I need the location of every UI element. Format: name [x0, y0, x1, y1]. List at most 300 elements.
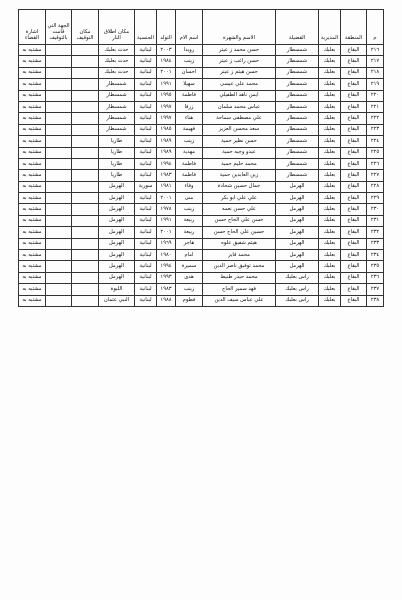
cell-mother-name: منى — [176, 193, 203, 204]
cell-arrest-location — [72, 124, 99, 135]
cell-mother-name: زينب — [176, 284, 203, 295]
cell-shooting-location: حدث بعلبك — [99, 45, 135, 56]
table-row — [19, 215, 384, 226]
table-row — [19, 284, 384, 295]
cell-nationality: سورية — [135, 181, 157, 192]
cell-mother-name: احسان — [176, 67, 203, 78]
cell-full-name: حسن راغب ز عيتر — [203, 56, 276, 67]
cell-mother-name: زينب — [176, 204, 203, 215]
cell-nationality: لبنانية — [135, 215, 157, 226]
cell-judicial-note: مشتبه به — [19, 215, 46, 226]
table-header-row — [19, 10, 384, 45]
cell-shooting-location: شمسطار — [99, 124, 135, 135]
cell-directorate: بعلبك — [319, 136, 341, 147]
cell-birth-year: ١٩٨٣ — [157, 284, 176, 295]
cell-region: البقاع — [341, 79, 367, 90]
table-row — [19, 113, 384, 124]
cell-index: ٢٣٣ — [367, 238, 384, 249]
cell-arresting-party — [46, 272, 72, 283]
cell-full-name: حسين علي الحاج حسن — [203, 227, 276, 238]
header-index: م — [367, 10, 384, 45]
cell-region: البقاع — [341, 67, 367, 78]
cell-birth-year: ١٩٨٩ — [157, 136, 176, 147]
cell-judicial-note: مشتبه به — [19, 250, 46, 261]
cell-arrest-location — [72, 227, 99, 238]
cell-index: ٢٣٦ — [367, 272, 384, 283]
cell-directorate: بعلبك — [319, 45, 341, 56]
cell-judicial-note: مشتبه به — [19, 45, 46, 56]
cell-index: ٢٣٠ — [367, 204, 384, 215]
header-nationality: الجنسية — [135, 10, 157, 45]
cell-judicial-note: مشتبه به — [19, 193, 46, 204]
cell-shooting-location: الهرمل — [99, 238, 135, 249]
cell-nationality: لبنانية — [135, 295, 157, 306]
cell-birth-year: ٢٠٠١ — [157, 193, 176, 204]
header-arresting-party: الجهة التي قامت بالتوقيف — [46, 10, 72, 45]
cell-shooting-location: الهرمل — [99, 215, 135, 226]
cell-arresting-party — [46, 193, 72, 204]
cell-arrest-location — [72, 284, 99, 295]
cell-arrest-location — [72, 101, 99, 112]
cell-judicial-note: مشتبه به — [19, 56, 46, 67]
table-row — [19, 204, 384, 215]
table-row — [19, 67, 384, 78]
cell-nationality: لبنانية — [135, 56, 157, 67]
cell-judicial-note: مشتبه به — [19, 284, 46, 295]
cell-mother-name: زرفا — [176, 101, 203, 112]
table-row — [19, 227, 384, 238]
cell-index: ٢٣٥ — [367, 261, 384, 272]
cell-arrest-location — [72, 250, 99, 261]
cell-arrest-location — [72, 113, 99, 124]
cell-region: البقاع — [341, 113, 367, 124]
table-row — [19, 90, 384, 101]
cell-shooting-location: اللبوة — [99, 284, 135, 295]
table-row — [19, 158, 384, 169]
cell-district: شمسطار — [276, 158, 319, 169]
cell-district: الهرمل — [276, 181, 319, 192]
cell-nationality: لبنانية — [135, 124, 157, 135]
header-mother-name: اسم الام — [176, 10, 203, 45]
cell-full-name: علي عباس سيف الدين — [203, 295, 276, 306]
cell-district: راس بعلبك — [276, 272, 319, 283]
cell-index: ٢٢٣ — [367, 124, 384, 135]
cell-directorate: بعلبك — [319, 90, 341, 101]
cell-region: البقاع — [341, 250, 367, 261]
table-row — [19, 101, 384, 112]
cell-shooting-location: حدث بعلبك — [99, 67, 135, 78]
cell-full-name: هيثم شفيق علوه — [203, 238, 276, 249]
cell-birth-year: ١٩٩٥ — [157, 90, 176, 101]
cell-arresting-party — [46, 45, 72, 56]
cell-shooting-location: شمسطار — [99, 79, 135, 90]
cell-birth-year: ١٩٨٠ — [157, 250, 176, 261]
cell-full-name: حسن محمد ز عيتر — [203, 45, 276, 56]
cell-region: البقاع — [341, 136, 367, 147]
cell-arresting-party — [46, 158, 72, 169]
cell-full-name: محمد توفيق ناصر الدين — [203, 261, 276, 272]
cell-directorate: بعلبك — [319, 204, 341, 215]
cell-full-name: جمال حسين شحادة — [203, 181, 276, 192]
cell-arrest-location — [72, 215, 99, 226]
cell-directorate: بعلبك — [319, 170, 341, 181]
cell-judicial-note: مشتبه به — [19, 124, 46, 135]
cell-directorate: بعلبك — [319, 56, 341, 67]
cell-directorate: بعلبك — [319, 238, 341, 249]
table-row — [19, 56, 384, 67]
cell-shooting-location: طاريا — [99, 147, 135, 158]
cell-full-name: محمد حيدر طنيط — [203, 272, 276, 283]
table-row — [19, 147, 384, 158]
cell-shooting-location: طاريا — [99, 136, 135, 147]
cell-region: البقاع — [341, 56, 367, 67]
cell-birth-year: ١٩٨٤ — [157, 56, 176, 67]
cell-directorate: بعلبك — [319, 284, 341, 295]
table-row — [19, 272, 384, 283]
cell-arrest-location — [72, 261, 99, 272]
cell-shooting-location: طاريا — [99, 158, 135, 169]
cell-mother-name: فطوم — [176, 295, 203, 306]
cell-arrest-location — [72, 90, 99, 101]
cell-index: ٢٢٠ — [367, 90, 384, 101]
cell-full-name: محمد علي عيسى — [203, 79, 276, 90]
cell-mother-name: وفاء — [176, 181, 203, 192]
cell-arrest-location — [72, 67, 99, 78]
cell-nationality: لبنانية — [135, 204, 157, 215]
cell-index: ٢١٧ — [367, 56, 384, 67]
cell-arrest-location — [72, 45, 99, 56]
cell-birth-year: ٢٠٠٣ — [157, 45, 176, 56]
cell-index: ٢٢٩ — [367, 193, 384, 204]
cell-index: ٢٣٨ — [367, 295, 384, 306]
cell-nationality: لبنانية — [135, 261, 157, 272]
table-row — [19, 136, 384, 147]
cell-birth-year: ١٩٩٤ — [157, 158, 176, 169]
header-judicial-note: اشارة القضاء — [19, 10, 46, 45]
cell-district: شمسطار — [276, 45, 319, 56]
cell-nationality: لبنانية — [135, 79, 157, 90]
suspects-table — [18, 9, 384, 307]
cell-directorate: بعلبك — [319, 295, 341, 306]
header-region: المنطقة — [341, 10, 367, 45]
cell-arresting-party — [46, 215, 72, 226]
cell-index: ٢٢٧ — [367, 170, 384, 181]
cell-arresting-party — [46, 67, 72, 78]
cell-judicial-note: مشتبه به — [19, 238, 46, 249]
cell-district: شمسطار — [276, 170, 319, 181]
cell-judicial-note: مشتبه به — [19, 170, 46, 181]
cell-arrest-location — [72, 170, 99, 181]
cell-region: البقاع — [341, 181, 367, 192]
cell-mother-name: هدى — [176, 272, 203, 283]
cell-directorate: بعلبك — [319, 261, 341, 272]
cell-birth-year: ١٩٧٨ — [157, 204, 176, 215]
cell-mother-name: زينب — [176, 56, 203, 67]
cell-arrest-location — [72, 238, 99, 249]
cell-directorate: بعلبك — [319, 101, 341, 112]
cell-full-name: محمد فايز — [203, 250, 276, 261]
cell-region: البقاع — [341, 90, 367, 101]
header-arrest-location: مكان التوقيف — [72, 10, 99, 45]
cell-directorate: بعلبك — [319, 67, 341, 78]
cell-shooting-location: الهرمل — [99, 181, 135, 192]
cell-birth-year: ٢٠٠١ — [157, 67, 176, 78]
cell-directorate: بعلبك — [319, 147, 341, 158]
cell-arrest-location — [72, 136, 99, 147]
cell-nationality: لبنانية — [135, 101, 157, 112]
cell-district: راس بعلبك — [276, 284, 319, 295]
cell-arresting-party — [46, 261, 72, 272]
cell-arresting-party — [46, 56, 72, 67]
cell-nationality: لبنانية — [135, 272, 157, 283]
cell-arrest-location — [72, 181, 99, 192]
cell-birth-year: ١٩٩٧ — [157, 101, 176, 112]
cell-arrest-location — [72, 56, 99, 67]
cell-region: البقاع — [341, 238, 367, 249]
cell-region: البقاع — [341, 147, 367, 158]
cell-arresting-party — [46, 284, 72, 295]
cell-index: ٢٢٥ — [367, 147, 384, 158]
cell-arrest-location — [72, 79, 99, 90]
cell-arresting-party — [46, 136, 72, 147]
cell-mother-name: فاطمة — [176, 158, 203, 169]
cell-index: ٢٢٦ — [367, 158, 384, 169]
cell-judicial-note: مشتبه به — [19, 295, 46, 306]
header-directorate: المديرية — [319, 10, 341, 45]
cell-directorate: بعلبك — [319, 250, 341, 261]
cell-nationality: لبنانية — [135, 147, 157, 158]
cell-directorate: بعلبك — [319, 124, 341, 135]
table-row — [19, 295, 384, 306]
cell-judicial-note: مشتبه به — [19, 261, 46, 272]
cell-index: ٢٣٧ — [367, 284, 384, 295]
cell-arresting-party — [46, 295, 72, 306]
cell-judicial-note: مشتبه به — [19, 147, 46, 158]
cell-directorate: بعلبك — [319, 79, 341, 90]
cell-nationality: لبنانية — [135, 284, 157, 295]
cell-arresting-party — [46, 113, 72, 124]
cell-region: البقاع — [341, 45, 367, 56]
cell-full-name: محمد حليم حمية — [203, 158, 276, 169]
header-shooting-location: مكان اطلاق النار — [99, 10, 135, 45]
cell-arrest-location — [72, 193, 99, 204]
cell-mother-name: مهدية — [176, 147, 203, 158]
cell-directorate: بعلبك — [319, 272, 341, 283]
cell-index: ٢٢١ — [367, 101, 384, 112]
cell-directorate: بعلبك — [319, 113, 341, 124]
cell-district: الهرمل — [276, 204, 319, 215]
table-row — [19, 45, 384, 56]
cell-birth-year: ١٩٩٧ — [157, 113, 176, 124]
cell-birth-year: ١٩٦٩ — [157, 238, 176, 249]
cell-district: شمسطار — [276, 56, 319, 67]
cell-mother-name: هاجر — [176, 238, 203, 249]
cell-arrest-location — [72, 147, 99, 158]
cell-region: البقاع — [341, 124, 367, 135]
cell-district: شمسطار — [276, 147, 319, 158]
header-birth-year: التولد — [157, 10, 176, 45]
cell-nationality: لبنانية — [135, 250, 157, 261]
cell-birth-year: ٢٠٠١ — [157, 227, 176, 238]
cell-judicial-note: مشتبه به — [19, 90, 46, 101]
cell-mother-name: زينب — [176, 136, 203, 147]
cell-shooting-location: الهرمل — [99, 272, 135, 283]
cell-index: ٢١٨ — [367, 67, 384, 78]
cell-district: راس بعلبك — [276, 295, 319, 306]
cell-nationality: لبنانية — [135, 113, 157, 124]
cell-region: البقاع — [341, 158, 367, 169]
cell-directorate: بعلبك — [319, 181, 341, 192]
cell-shooting-location: الهرمل — [99, 227, 135, 238]
cell-nationality: لبنانية — [135, 45, 157, 56]
cell-full-name: ايمن ناهد الطفيلي — [203, 90, 276, 101]
cell-birth-year: ١٩٨٥ — [157, 124, 176, 135]
cell-nationality: لبنانية — [135, 170, 157, 181]
cell-district: الهرمل — [276, 215, 319, 226]
cell-district: شمسطار — [276, 67, 319, 78]
table-row — [19, 238, 384, 249]
cell-index: ٢١٦ — [367, 45, 384, 56]
cell-directorate: بعلبك — [319, 193, 341, 204]
cell-birth-year: ١٩٩١ — [157, 215, 176, 226]
cell-birth-year: ١٩٨٣ — [157, 170, 176, 181]
cell-nationality: لبنانية — [135, 90, 157, 101]
cell-arrest-location — [72, 204, 99, 215]
cell-shooting-location: شمسطار — [99, 113, 135, 124]
cell-district: الهرمل — [276, 193, 319, 204]
cell-shooting-location: حدث بعلبك — [99, 56, 135, 67]
cell-region: البقاع — [341, 215, 367, 226]
header-full-name: الاسم والشهرة — [203, 10, 276, 45]
cell-birth-year: ١٩٩١ — [157, 79, 176, 90]
cell-shooting-location: شمسطار — [99, 90, 135, 101]
cell-mother-name: رويدا — [176, 45, 203, 56]
cell-full-name: سعد محسن العزيز — [203, 124, 276, 135]
cell-full-name: فهد سمير الحاج — [203, 284, 276, 295]
cell-region: البقاع — [341, 295, 367, 306]
cell-region: البقاع — [341, 261, 367, 272]
header-district: القضيلة — [276, 10, 319, 45]
cell-birth-year: ١٩٩٣ — [157, 272, 176, 283]
cell-nationality: لبنانية — [135, 67, 157, 78]
cell-birth-year: ١٩٨١ — [157, 181, 176, 192]
cell-district: شمسطار — [276, 101, 319, 112]
cell-arresting-party — [46, 147, 72, 158]
cell-judicial-note: مشتبه به — [19, 79, 46, 90]
table-row — [19, 193, 384, 204]
cell-district: شمسطار — [276, 90, 319, 101]
table-row — [19, 170, 384, 181]
cell-judicial-note: مشتبه به — [19, 181, 46, 192]
cell-nationality: لبنانية — [135, 238, 157, 249]
cell-district: شمسطار — [276, 113, 319, 124]
cell-shooting-location: طاريا — [99, 170, 135, 181]
cell-nationality: لبنانية — [135, 136, 157, 147]
cell-district: شمسطار — [276, 79, 319, 90]
cell-judicial-note: مشتبه به — [19, 136, 46, 147]
cell-birth-year: ١٩٩٤ — [157, 261, 176, 272]
cell-judicial-note: مشتبه به — [19, 272, 46, 283]
cell-nationality: لبنانية — [135, 158, 157, 169]
cell-index: ٢٢٤ — [367, 136, 384, 147]
cell-arresting-party — [46, 181, 72, 192]
cell-arresting-party — [46, 238, 72, 249]
table-row — [19, 181, 384, 192]
cell-directorate: بعلبك — [319, 215, 341, 226]
cell-judicial-note: مشتبه به — [19, 227, 46, 238]
cell-shooting-location: الهرمل — [99, 204, 135, 215]
cell-full-name: علي علي ابو بكر — [203, 193, 276, 204]
cell-index: ٢٢٢ — [367, 113, 384, 124]
cell-mother-name: هناء — [176, 113, 203, 124]
cell-arrest-location — [72, 295, 99, 306]
cell-mother-name: ربيعة — [176, 215, 203, 226]
table-row — [19, 124, 384, 135]
table-row — [19, 79, 384, 90]
cell-mother-name: فهيمة — [176, 124, 203, 135]
cell-full-name: زين العابدين حمية — [203, 170, 276, 181]
cell-arresting-party — [46, 250, 72, 261]
cell-region: البقاع — [341, 193, 367, 204]
cell-shooting-location: النبي عثمان — [99, 295, 135, 306]
cell-birth-year: ١٩٨٨ — [157, 295, 176, 306]
cell-district: الهرمل — [276, 250, 319, 261]
cell-mother-name: سهيلا — [176, 79, 203, 90]
cell-index: ٢٢٨ — [367, 181, 384, 192]
cell-full-name: حسن نظير حمية — [203, 136, 276, 147]
cell-district: شمسطار — [276, 124, 319, 135]
cell-region: البقاع — [341, 272, 367, 283]
cell-arresting-party — [46, 79, 72, 90]
cell-judicial-note: مشتبه به — [19, 101, 46, 112]
cell-mother-name: سميرة — [176, 261, 203, 272]
cell-index: ٢١٩ — [367, 79, 384, 90]
table-row — [19, 250, 384, 261]
cell-arresting-party — [46, 101, 72, 112]
cell-arresting-party — [46, 227, 72, 238]
table-row — [19, 261, 384, 272]
cell-index: ٢٣١ — [367, 215, 384, 226]
cell-nationality: لبنانية — [135, 227, 157, 238]
cell-directorate: بعلبك — [319, 158, 341, 169]
cell-arresting-party — [46, 170, 72, 181]
cell-mother-name: فاطمة — [176, 170, 203, 181]
cell-index: ٢٣٢ — [367, 227, 384, 238]
cell-full-name: عباس محمد سلمان — [203, 101, 276, 112]
cell-district: شمسطار — [276, 136, 319, 147]
cell-shooting-location: الهرمل — [99, 193, 135, 204]
cell-judicial-note: مشتبه به — [19, 67, 46, 78]
cell-nationality: لبنانية — [135, 193, 157, 204]
cell-district: الهرمل — [276, 261, 319, 272]
cell-mother-name: ربيعة — [176, 227, 203, 238]
cell-region: البقاع — [341, 227, 367, 238]
cell-region: البقاع — [341, 170, 367, 181]
cell-full-name: حسن علي الحاج حسن — [203, 215, 276, 226]
cell-judicial-note: مشتبه به — [19, 204, 46, 215]
cell-arresting-party — [46, 204, 72, 215]
cell-arresting-party — [46, 124, 72, 135]
cell-judicial-note: مشتبه به — [19, 113, 46, 124]
cell-region: البقاع — [341, 101, 367, 112]
cell-region: البقاع — [341, 284, 367, 295]
cell-district: الهرمل — [276, 238, 319, 249]
cell-shooting-location: الهرمل — [99, 261, 135, 272]
cell-full-name: علي حسن نعمه — [203, 204, 276, 215]
cell-shooting-location: شمسطار — [99, 101, 135, 112]
cell-directorate: بعلبك — [319, 227, 341, 238]
cell-judicial-note: مشتبه به — [19, 158, 46, 169]
